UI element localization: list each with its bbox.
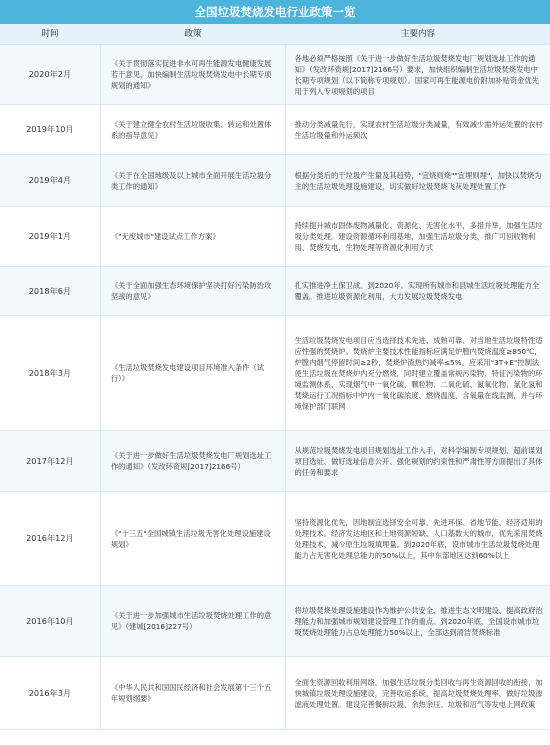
row-policy: 《关于贯彻落实促进非水可再生能源发电健康发展若干意见，加快编制生活垃圾焚烧发电中长期专项规划的通知》 (101, 45, 287, 104)
row-policy: 《关于进一步做好生活垃圾焚烧发电厂规划选址工作的通知》（发改环资规[2017]2166号） (101, 431, 287, 491)
row-policy: 《关于全面加强生态环境保护坚决打好污染防治攻坚战的意见》 (101, 267, 287, 315)
table-body (0, 45, 550, 730)
row-time: 2017年12月 (0, 431, 101, 491)
row-content: 持续提升城市固体废物减量化、资源化、无害化水平，多措并举，加强生活垃圾分类处理。建设资源循环利用基地，加强生活垃圾分类，推广可回收物利用、焚烧发电、生物处理等资源化利用方式 (294, 221, 543, 252)
table-row (0, 267, 550, 316)
table-row (0, 316, 550, 431)
table-row (0, 105, 550, 155)
row-time: 2019年10月 (0, 105, 101, 154)
row-policy: 《生活垃圾焚烧发电建设项目环境准入条件（试行）》 (101, 316, 287, 430)
row-content: 坚持资源化优先，因地制宜选择安全可靠、先进环保、省地节能、经济适用的处理技术。经济发达地区和土地资源短缺、人口基数大的城市，优先采用焚烧处理技术，减少原生垃圾填埋量。到2020年底，设市城市生活垃圾焚烧处理能力占无害化处理总能力的50%以上，其中东部地区达到60%以上 (294, 517, 543, 560)
row-content: 各地必须严格按照《关于进一步做好生活垃圾焚烧发电厂规划选址工作的通知》（发改环资规[2017]2166号）要求，加快组织编制生活垃圾焚烧发电中长期专项规划（以下简称专项规划）。国家可再生能源电价附加补贴资金优先用于列入专项规划的项目 (294, 53, 539, 96)
row-time: 2020年2月 (0, 45, 101, 104)
header-time: 时间 (41, 29, 59, 39)
row-policy: 《中华人民共和国国民经济和社会发展第十三个五年规划纲要》 (101, 657, 287, 729)
table-row (0, 586, 550, 657)
table-header (0, 24, 550, 45)
row-content: 从规范垃圾焚烧发电项目规划选址工作入手，对科学编制专项规划、超前谋划项目选址、做好选址信息公开、强化规划的约束性和严肃性等方面提出了具体的任务和要求 (294, 445, 543, 477)
header-policy: 政策 (184, 29, 202, 39)
page-title: 全国垃圾焚烧发电行业政策一览 (0, 0, 550, 24)
table-row (0, 431, 550, 492)
row-content: 根据分类后的干垃圾产生量及其趋势，"宜烧则烧""宜埋则埋"，加快以焚烧为主的生活垃圾处理设施建设，切实做好垃圾焚烧飞灰处理处置工作 (294, 170, 542, 191)
row-policy: 《"十三五"全国城镇生活垃圾无害化处理设施建设规划》 (101, 492, 287, 585)
table-row (0, 45, 550, 105)
row-content: 全面生资源回收利用网络，加强生活垃圾分类回收与再生资源回收的衔接，加快城镇垃圾处理设施建设，完善收运系统，提高垃圾焚烧处理率，做好垃圾渗滤液处理处置。建设完善餐厨垃圾、余热余压、垃圾和沼气等发电上网政策 (294, 677, 543, 709)
row-content: 扎实推进净土保卫战。到2020年，实现所有城市和县城生活垃圾处理能力全覆盖。推进垃圾资源化利用，大力发展垃圾焚烧发电 (294, 281, 540, 301)
row-policy: 《"无废城市"建设试点工作方案》 (101, 207, 287, 266)
row-policy: 《关于进一步加强城市生活垃圾焚烧处理工作的意见》（建城[2016]227号） (101, 586, 287, 656)
row-time: 2016年3月 (0, 657, 101, 729)
table-row (0, 657, 550, 730)
row-time: 2018年6月 (0, 267, 101, 315)
row-policy: 《关于建立健全农村生活垃圾收集、转运和处置体系的指导意见》 (101, 105, 287, 154)
row-time: 2018年3月 (0, 316, 101, 430)
row-content: 将垃圾焚烧处理设施建设作为维护公共安全、推进生态文明建设、提高政府治理能力和加强城市规划建设管理工作的重点。到2020年底，全国设市城市垃圾焚烧处理能力占总处理能力50%以上，全部达到清洁焚烧标准 (294, 605, 543, 637)
row-time: 2019年1月 (0, 207, 101, 266)
row-time: 2019年4月 (0, 155, 101, 206)
row-content: 生活垃圾焚烧发电项目应当选择技术先进、成熟可靠、对当地生活垃圾特性适应性强的焚烧炉。焚烧炉主要技术性能指标应满足炉膛内焚烧温度≥850℃，炉膛内烟气停留时间≥2秒，焚烧炉渣热灼减率≤5%。应采用"3T+E"控制法使生活垃圾在焚烧炉内充分燃烧，同时建立覆盖常规污染物、特征污染物的环境监测体系，实现烟气中一氧化碳、颗粒物、二氧化硫、氮氧化物、氯化氢和焚烧运行工况指标中炉内一氧化碳浓度、燃烧温度、含氧量在线监测，并与环境保护部门联网 (294, 335, 543, 411)
table-row (0, 207, 550, 267)
row-time: 2016年12月 (0, 492, 101, 585)
row-time: 2016年10月 (0, 586, 101, 656)
header-content: 主要内容 (400, 29, 435, 39)
table-row (0, 492, 550, 586)
row-policy: 《关于在全国地级及以上城市全面开展生活垃圾分类工作的通知》 (101, 155, 287, 206)
table-row (0, 155, 550, 207)
row-content: 推动分类减量先行，实现农村生活垃圾分类减量，有效减少需外运处置的农村生活垃圾量和外运频次 (294, 119, 543, 140)
